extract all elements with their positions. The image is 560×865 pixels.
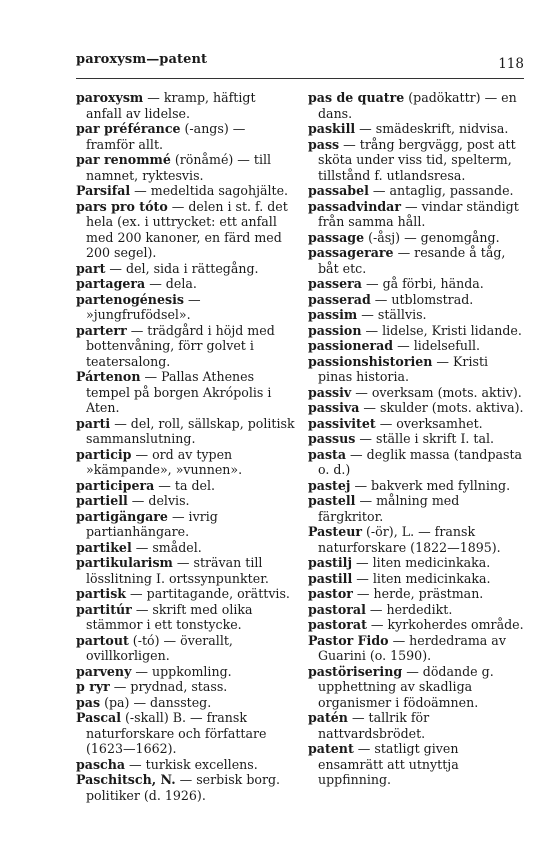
entry-headword: part bbox=[76, 260, 106, 276]
entry-headword: parveny bbox=[76, 663, 132, 679]
dictionary-entry bbox=[76, 586, 295, 602]
dictionary-entry bbox=[76, 416, 295, 447]
entry-definition: — vindar ständigt från samma håll. bbox=[318, 198, 519, 229]
dictionary-entry bbox=[76, 493, 295, 509]
entry-headword: particip bbox=[76, 446, 132, 462]
entry-definition: — deglik massa (tandpasta o. d.) bbox=[318, 446, 523, 477]
entry-headword: partikularism bbox=[76, 555, 173, 570]
entry-headword: passabel bbox=[308, 183, 369, 198]
dictionary-entry bbox=[76, 602, 295, 633]
dictionary-entry bbox=[308, 354, 524, 385]
entry-definition: — strävan till lösslitning I. ortssynpunkter. bbox=[86, 555, 269, 586]
entry-definition: (padökattr) — en dans. bbox=[318, 90, 517, 121]
entry-definition: — medeltida sagohjälte. bbox=[130, 183, 289, 198]
entry-headword: passiv bbox=[308, 384, 352, 400]
entry-headword: passim bbox=[308, 307, 358, 322]
entry-definition: — lidelse, Kristi lidande. bbox=[361, 322, 522, 338]
entry-definition: — ord av typen »kämpande», »vunnen». bbox=[86, 446, 243, 477]
entry-headword: partagera bbox=[76, 276, 146, 291]
dictionary-entry bbox=[308, 617, 524, 633]
entry-headword: passera bbox=[308, 276, 362, 291]
entry-definition: — statligt given ensamrätt att utnyttja uppfinning. bbox=[318, 741, 459, 787]
entry-definition: — skulder (mots. aktiva). bbox=[359, 400, 524, 415]
dictionary-entry bbox=[308, 183, 524, 199]
dictionary-entry bbox=[76, 276, 295, 292]
entry-headword: pastill bbox=[308, 570, 353, 586]
entry-definition: — smådel. bbox=[131, 539, 202, 555]
entry-headword: pastorat bbox=[308, 617, 367, 632]
entry-definition: — liten medicinkaka. bbox=[352, 570, 491, 586]
entry-definition: — overksamhet. bbox=[375, 415, 483, 431]
dictionary-entry bbox=[76, 292, 295, 323]
entry-definition: — smädeskrift, nidvisa. bbox=[355, 121, 509, 136]
entry-headword: pasta bbox=[308, 446, 347, 462]
entry-headword: parti bbox=[76, 415, 111, 431]
entry-definition: — trång bergvägg, post att sköta under viss tid, spelterm, tillstånd f. utlandsresa. bbox=[318, 136, 516, 183]
dictionary-entry bbox=[76, 369, 295, 416]
dictionary-entry bbox=[76, 555, 295, 586]
entry-headword: Parsifal bbox=[76, 183, 131, 198]
entry-definition: — Pallas Athenes tempel på borgen Akrópolis i Aten. bbox=[86, 369, 272, 415]
dictionary-entry bbox=[308, 431, 524, 447]
entry-headword: partiell bbox=[76, 493, 128, 508]
dictionary-entry bbox=[308, 447, 524, 478]
entry-headword: pastell bbox=[308, 493, 356, 508]
dictionary-entry bbox=[76, 478, 295, 494]
entry-definition: — dela. bbox=[145, 276, 197, 291]
entry-definition: — bakverk med fyllning. bbox=[350, 477, 511, 493]
dictionary-entry bbox=[76, 664, 295, 680]
dictionary-entry bbox=[308, 478, 524, 494]
entry-headword: pars pro tóto bbox=[76, 198, 168, 214]
entry-headword: passerad bbox=[308, 291, 371, 307]
entry-definition: — prydnad, stass. bbox=[109, 679, 228, 694]
entry-headword: passionshistorien bbox=[308, 353, 433, 369]
entry-headword: partikel bbox=[76, 539, 132, 555]
entry-definition: — ställvis. bbox=[357, 307, 427, 322]
entry-headword: passionerad bbox=[308, 338, 394, 353]
dictionary-entry bbox=[308, 571, 524, 587]
entry-definition: — skrift med olika stämmor i ett tonstycke. bbox=[86, 601, 253, 632]
entry-headword: partenogénesis bbox=[76, 291, 184, 307]
entry-definition: — dödande g. upphettning av skadliga organismer i födoämnen. bbox=[318, 663, 494, 710]
dictionary-entry bbox=[76, 152, 295, 183]
dictionary-entry bbox=[308, 121, 524, 137]
page-header bbox=[76, 50, 524, 76]
entry-headword: paroxysm bbox=[76, 90, 144, 105]
entry-headword: Pastor Fido bbox=[308, 632, 389, 648]
entry-definition: — Kristi pinas historia. bbox=[318, 353, 489, 384]
page-number: 118 bbox=[498, 56, 524, 72]
entry-definition: — gå förbi, hända. bbox=[361, 276, 484, 291]
entry-definition: — partitagande, orättvis. bbox=[126, 586, 290, 601]
dictionary-entry bbox=[308, 416, 524, 432]
dictionary-entry bbox=[76, 633, 295, 664]
entry-definition: (-ör), L. — fransk naturforskare (1822—1895). bbox=[318, 524, 501, 555]
entry-definition: — kyrkoherdes område. bbox=[366, 617, 524, 632]
dictionary-entry bbox=[76, 679, 295, 695]
entry-definition: — serbisk borg. politiker (d. 1926). bbox=[86, 772, 281, 803]
dictionary-entry bbox=[308, 555, 524, 571]
entry-definition: — delen i st. f. det hela (ex. i uttrycket: ett anfall med 200 kanoner, en färd med 200 segel). bbox=[86, 198, 288, 260]
entry-definition: — herdedikt. bbox=[365, 601, 453, 617]
entry-headword: Paschitsch, N. bbox=[76, 772, 176, 787]
entry-headword: Pascal bbox=[76, 710, 121, 725]
dictionary-entry bbox=[308, 292, 524, 308]
entry-headword: par renommé bbox=[76, 152, 171, 167]
entry-headword: partigängare bbox=[76, 508, 168, 524]
dictionary-entry bbox=[308, 338, 524, 354]
entry-definition: — ställe i skrift I. tal. bbox=[355, 431, 495, 446]
dictionary-entry bbox=[308, 245, 524, 276]
dictionary-entry bbox=[308, 602, 524, 618]
entry-definition: — herdedrama av Guarini (o. 1590). bbox=[318, 632, 506, 663]
entry-headword: passivitet bbox=[308, 415, 376, 431]
dictionary-entry bbox=[308, 710, 524, 741]
entry-definition: (rönåmé) — till namnet, ryktesvis. bbox=[86, 152, 272, 183]
entry-headword: patent bbox=[308, 741, 354, 756]
entry-definition: — trädgård i höjd med bottenvåning, förr golvet i teatersalong. bbox=[86, 322, 275, 369]
entry-definition: — uppkomling. bbox=[131, 663, 232, 679]
entry-headword: passadvindar bbox=[308, 198, 401, 214]
dictionary-entry bbox=[308, 741, 524, 788]
running-head: paroxysm—patent bbox=[76, 52, 208, 67]
entry-headword: partout bbox=[76, 632, 129, 648]
entry-headword: partitúr bbox=[76, 601, 132, 617]
entry-headword: par préférance bbox=[76, 121, 181, 136]
entry-headword: pastörisering bbox=[308, 663, 403, 679]
entry-headword: parterr bbox=[76, 322, 127, 338]
dictionary-entry bbox=[76, 509, 295, 540]
entry-definition: — lidelsefull. bbox=[393, 338, 481, 353]
entry-headword: paskill bbox=[308, 121, 356, 136]
dictionary-entry bbox=[308, 586, 524, 602]
dictionary-entry bbox=[308, 90, 524, 121]
entry-headword: pastilj bbox=[308, 555, 352, 570]
entry-definition: — del, roll, sällskap, politisk sammanslutning. bbox=[86, 415, 295, 446]
dictionary-entry bbox=[76, 757, 295, 773]
dictionary-entry bbox=[76, 121, 295, 152]
entry-headword: partisk bbox=[76, 586, 127, 601]
dictionary-entry bbox=[76, 199, 295, 261]
entry-headword: pastor bbox=[308, 586, 353, 601]
dictionary-entry bbox=[308, 323, 524, 339]
entry-headword: participera bbox=[76, 477, 155, 493]
entry-headword: pas de quatre bbox=[308, 90, 405, 105]
entry-definition: (-angs) — framför allt. bbox=[86, 121, 246, 152]
dictionary-entry bbox=[76, 710, 295, 757]
entry-headword: passagerare bbox=[308, 245, 394, 260]
entry-definition: — utblomstrad. bbox=[370, 291, 474, 307]
dictionary-entry bbox=[308, 307, 524, 323]
entry-definition: — herde, prästman. bbox=[352, 586, 484, 601]
dictionary-entry bbox=[76, 695, 295, 711]
dictionary-entry bbox=[308, 400, 524, 416]
entry-headword: pastoral bbox=[308, 601, 366, 617]
entry-definition: — kramp, häftigt anfall av lidelse. bbox=[86, 90, 256, 121]
entry-headword: passiva bbox=[308, 400, 360, 415]
entry-definition: — ta del. bbox=[154, 477, 215, 493]
entry-definition: (pa) — danssteg. bbox=[100, 694, 212, 710]
entry-headword: pastej bbox=[308, 477, 351, 493]
entry-definition: — målning med färgkritor. bbox=[318, 493, 460, 524]
entry-definition: — ivrig partianhängare. bbox=[86, 508, 218, 539]
entry-definition: — turkisk excellens. bbox=[125, 756, 258, 772]
entry-definition: — »jungfrufödsel». bbox=[86, 291, 201, 322]
dictionary-entry bbox=[76, 183, 295, 199]
entry-definition: — overksam (mots. aktiv). bbox=[351, 384, 522, 400]
dictionary-entry bbox=[308, 230, 524, 246]
dictionary-entry bbox=[308, 633, 524, 664]
entry-headword: pascha bbox=[76, 756, 126, 772]
dictionary-entry bbox=[76, 261, 295, 277]
entry-definition: (-tó) — överallt, ovillkorligen. bbox=[86, 632, 233, 663]
dictionary-entry bbox=[76, 323, 295, 370]
entry-headword: patén bbox=[308, 710, 348, 725]
dictionary-entry bbox=[308, 137, 524, 184]
entry-headword: pas bbox=[76, 694, 101, 710]
entry-definition: — del, sida i rättegång. bbox=[105, 260, 259, 276]
dictionary-entry bbox=[308, 524, 524, 555]
dictionary-entry bbox=[308, 493, 524, 524]
entry-definition: — resande å tåg, båt etc. bbox=[318, 245, 506, 276]
entry-headword: Pártenon bbox=[76, 369, 141, 384]
entry-definition: (-åsj) — genomgång. bbox=[364, 229, 500, 245]
dictionary-entry bbox=[308, 199, 524, 230]
entry-definition: — delvis. bbox=[127, 493, 190, 508]
entry-headword: passage bbox=[308, 229, 365, 245]
entry-definition: — antaglig, passande. bbox=[368, 183, 514, 198]
entry-headword: Pasteur bbox=[308, 524, 363, 539]
dictionary-entry bbox=[76, 772, 295, 803]
dictionary-entry bbox=[308, 385, 524, 401]
dictionary-entry bbox=[76, 540, 295, 556]
dictionary-entry bbox=[308, 276, 524, 292]
entry-definition: (-skall) B. — fransk naturforskare och författare (1623—1662). bbox=[86, 710, 267, 756]
dictionary-entry bbox=[76, 90, 295, 121]
right-column bbox=[308, 90, 524, 788]
entry-definition: — tallrik för nattvardsbrödet. bbox=[318, 710, 430, 741]
entry-headword: p ryr bbox=[76, 679, 110, 694]
left-column bbox=[76, 90, 295, 803]
entry-definition: — liten medicinkaka. bbox=[352, 555, 491, 570]
entry-headword: passus bbox=[308, 431, 356, 446]
entry-headword: pass bbox=[308, 136, 340, 152]
dictionary-entry bbox=[76, 447, 295, 478]
dictionary-entry bbox=[308, 664, 524, 711]
entry-headword: passion bbox=[308, 322, 362, 338]
header-rule bbox=[76, 78, 524, 79]
